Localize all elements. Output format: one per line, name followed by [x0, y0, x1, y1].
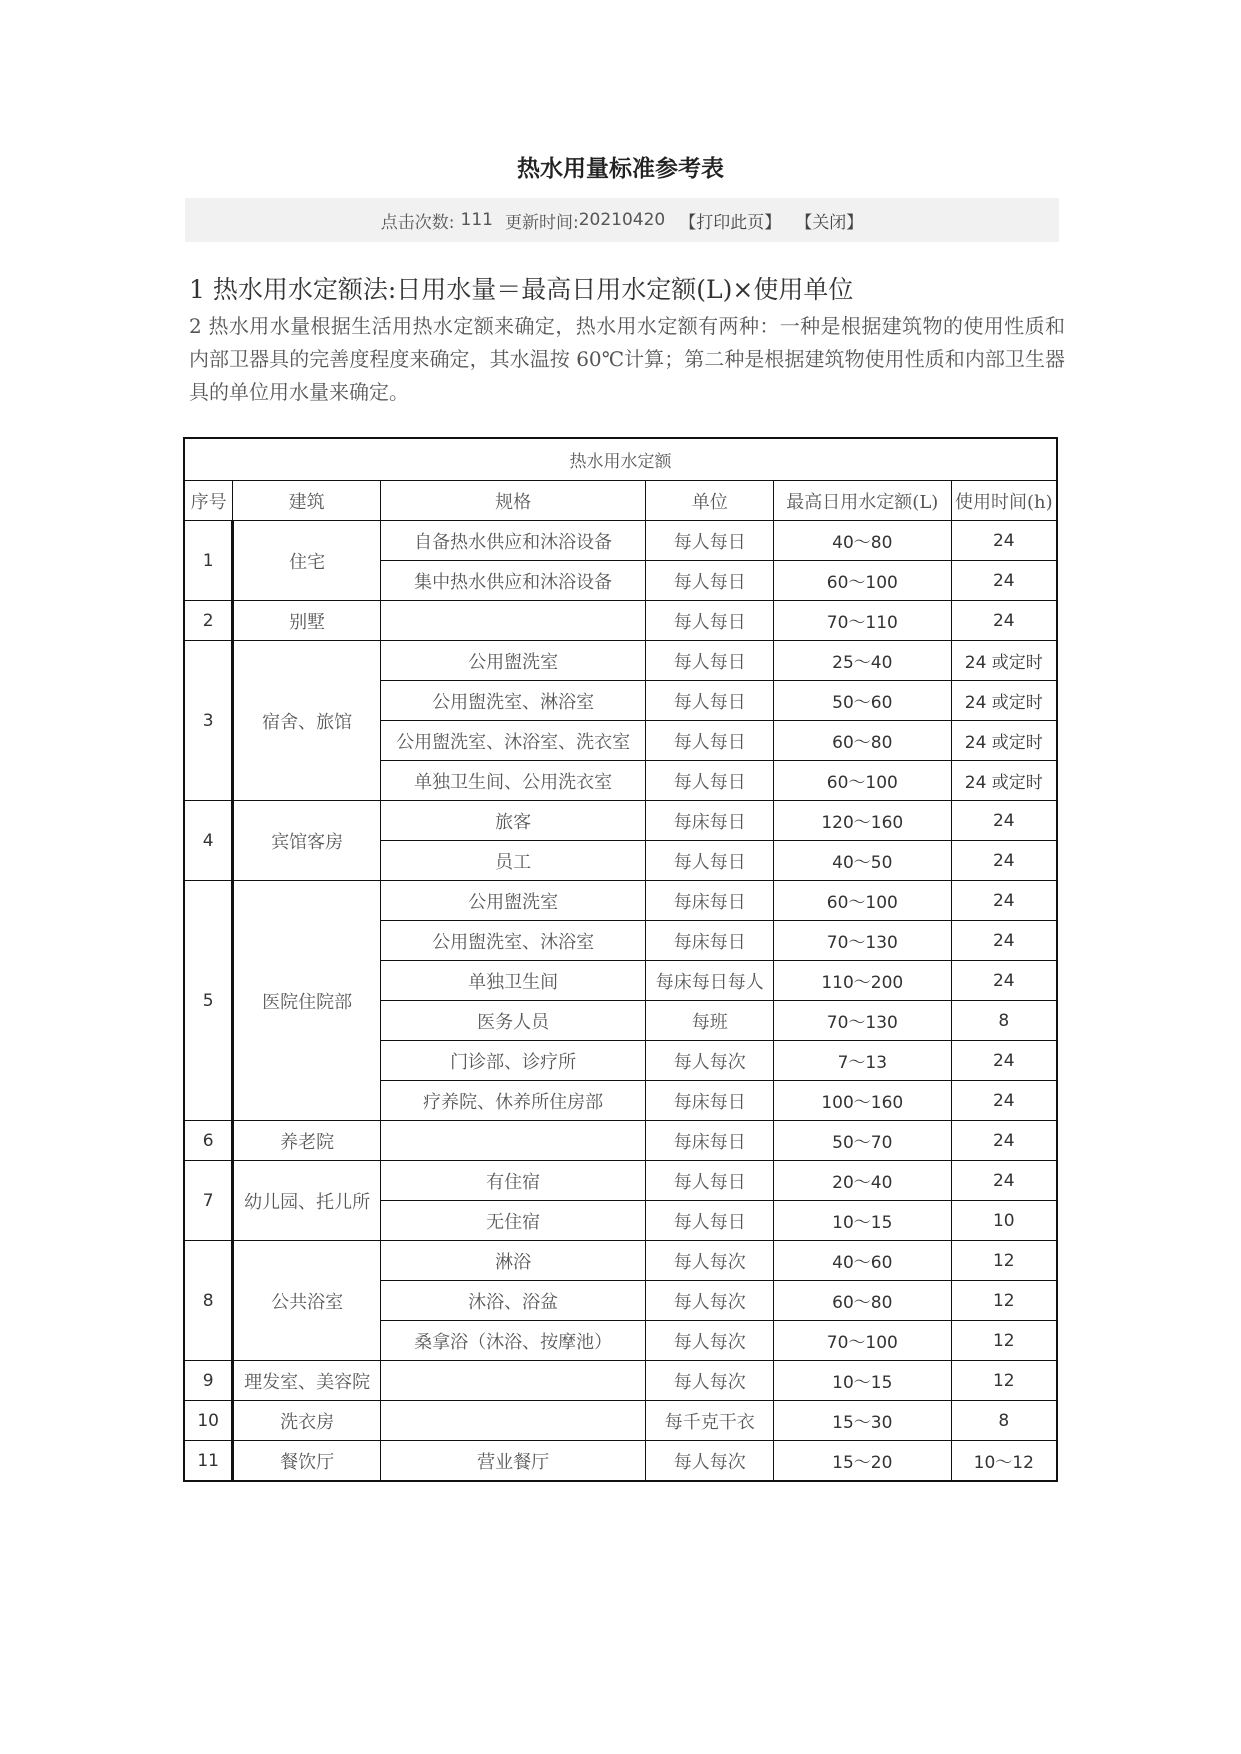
hours-cell: 8 — [951, 1001, 1057, 1041]
unit-cell: 每人每日 — [646, 641, 774, 681]
quota-cell: 40～80 — [774, 521, 952, 561]
updated-label: 更新时间: — [504, 212, 579, 233]
hours-cell: 10 — [951, 1201, 1057, 1241]
spec-cell — [380, 601, 645, 641]
paragraph-formula: 1 热水用水定额法:日用水量＝最高日用水定额(L)×使用单位 — [189, 275, 854, 304]
building-cell: 医院住院部 — [233, 881, 381, 1121]
header-cell: 单位 — [646, 481, 774, 521]
quota-cell: 50～60 — [774, 681, 952, 721]
unit-cell: 每人每次 — [646, 1441, 774, 1482]
table-row — [184, 1241, 1057, 1281]
updated-date: 20210420 — [578, 210, 666, 230]
hours-cell: 24 — [951, 1041, 1057, 1081]
quota-cell: 70～100 — [774, 1321, 952, 1361]
building-cell: 幼儿园、托儿所 — [233, 1161, 381, 1241]
table-row — [184, 1401, 1057, 1441]
building-cell: 住宅 — [233, 521, 381, 601]
spec-cell — [380, 1121, 645, 1161]
table-header-row — [184, 481, 1057, 521]
row-number: 5 — [184, 881, 233, 1121]
hours-cell: 24 — [951, 961, 1057, 1001]
spec-cell: 集中热水供应和沐浴设备 — [380, 561, 645, 601]
building-cell: 别墅 — [233, 601, 381, 641]
paragraph-description: 2 热水用水量根据生活用热水定额来确定，热水用水定额有两种：一种是根据建筑物的使用性质和内部卫器具的完善度程度来确定，其水温按 60℃计算；第二种是根据建筑物使用性质和内部卫生器具的单位用水量来确定。 — [189, 314, 1065, 404]
quota-cell: 70～110 — [774, 601, 952, 641]
row-number: 4 — [184, 801, 233, 881]
quota-cell: 60～100 — [774, 561, 952, 601]
hours-cell: 24 或定时 — [951, 721, 1057, 761]
quota-cell: 110～200 — [774, 961, 952, 1001]
unit-cell: 每人每日 — [646, 521, 774, 561]
hours-cell: 24 — [951, 1081, 1057, 1121]
unit-cell: 每人每日 — [646, 841, 774, 881]
row-number: 2 — [184, 601, 233, 641]
unit-cell: 每人每日 — [646, 681, 774, 721]
building-cell: 养老院 — [233, 1121, 381, 1161]
unit-cell: 每人每次 — [646, 1041, 774, 1081]
quota-cell: 70～130 — [774, 921, 952, 961]
building-cell: 洗衣房 — [233, 1401, 381, 1441]
hours-cell: 24 — [951, 561, 1057, 601]
table-title: 热水用水定额 — [184, 438, 1057, 481]
hours-cell: 24 — [951, 1121, 1057, 1161]
spec-cell: 医务人员 — [380, 1001, 645, 1041]
row-number: 9 — [184, 1361, 233, 1401]
quota-cell: 100～160 — [774, 1081, 952, 1121]
quota-cell: 50～70 — [774, 1121, 952, 1161]
hours-cell: 24 — [951, 841, 1057, 881]
spec-cell: 公用盥洗室 — [380, 881, 645, 921]
hours-cell: 12 — [951, 1321, 1057, 1361]
quota-cell: 60～80 — [774, 1281, 952, 1321]
quota-cell: 15～30 — [774, 1401, 952, 1441]
header-cell: 建筑 — [233, 481, 381, 521]
building-cell: 餐饮厅 — [233, 1441, 381, 1482]
spec-cell: 营业餐厅 — [380, 1441, 645, 1482]
unit-cell: 每床每日 — [646, 921, 774, 961]
hours-cell: 24 — [951, 801, 1057, 841]
header-cell: 最高日用水定额(L) — [774, 481, 952, 521]
quota-cell: 60～100 — [774, 761, 952, 801]
unit-cell: 每人每次 — [646, 1361, 774, 1401]
table-row — [184, 1441, 1057, 1482]
row-number: 11 — [184, 1441, 233, 1482]
row-number: 10 — [184, 1401, 233, 1441]
hours-cell: 24 — [951, 521, 1057, 561]
unit-cell: 每班 — [646, 1001, 774, 1041]
quota-cell: 20～40 — [774, 1161, 952, 1201]
spec-cell: 疗养院、休养所住房部 — [380, 1081, 645, 1121]
hours-cell: 24 — [951, 921, 1057, 961]
meta-bar — [185, 198, 1059, 242]
spec-cell: 公用盥洗室、沐浴室 — [380, 921, 645, 961]
spec-cell: 旅客 — [380, 801, 645, 841]
quota-cell: 70～130 — [774, 1001, 952, 1041]
quota-cell: 120～160 — [774, 801, 952, 841]
quota-cell: 40～50 — [774, 841, 952, 881]
spec-cell: 无住宿 — [380, 1201, 645, 1241]
hours-cell: 8 — [951, 1401, 1057, 1441]
hours-cell: 12 — [951, 1281, 1057, 1321]
table-row — [184, 801, 1057, 841]
quota-cell: 40～60 — [774, 1241, 952, 1281]
unit-cell: 每人每次 — [646, 1321, 774, 1361]
spec-cell: 沐浴、浴盆 — [380, 1281, 645, 1321]
building-cell: 宿舍、旅馆 — [233, 641, 381, 801]
unit-cell: 每人每日 — [646, 561, 774, 601]
unit-cell: 每人每日 — [646, 721, 774, 761]
header-cell: 规格 — [380, 481, 645, 521]
row-number: 3 — [184, 641, 233, 801]
quota-cell: 25～40 — [774, 641, 952, 681]
spec-cell — [380, 1401, 645, 1441]
row-number: 8 — [184, 1241, 233, 1361]
hot-water-quota-table — [183, 437, 1058, 1482]
header-cell: 序号 — [184, 481, 233, 521]
clicks-label: 点击次数: — [380, 212, 455, 233]
unit-cell: 每床每日每人 — [646, 961, 774, 1001]
unit-cell: 每人每日 — [646, 761, 774, 801]
building-cell: 公共浴室 — [233, 1241, 381, 1361]
unit-cell: 每床每日 — [646, 801, 774, 841]
row-number: 7 — [184, 1161, 233, 1241]
unit-cell: 每床每日 — [646, 1081, 774, 1121]
spec-cell: 自备热水供应和沐浴设备 — [380, 521, 645, 561]
spec-cell: 公用盥洗室、淋浴室 — [380, 681, 645, 721]
unit-cell: 每床每日 — [646, 1121, 774, 1161]
hours-cell: 24 或定时 — [951, 641, 1057, 681]
building-cell: 宾馆客房 — [233, 801, 381, 881]
clicks-count: 111 — [460, 210, 493, 230]
quota-cell: 10～15 — [774, 1361, 952, 1401]
spec-cell: 门诊部、诊疗所 — [380, 1041, 645, 1081]
unit-cell: 每人每日 — [646, 1161, 774, 1201]
spec-cell: 公用盥洗室 — [380, 641, 645, 681]
hours-cell: 12 — [951, 1361, 1057, 1401]
table-row — [184, 1161, 1057, 1201]
table-row — [184, 521, 1057, 561]
unit-cell: 每人每日 — [646, 1201, 774, 1241]
close-link[interactable]: 【关闭】 — [795, 212, 864, 233]
quota-cell: 60～100 — [774, 881, 952, 921]
quota-cell: 10～15 — [774, 1201, 952, 1241]
table-title-row — [184, 438, 1057, 481]
row-number: 6 — [184, 1121, 233, 1161]
table-row — [184, 881, 1057, 921]
hours-cell: 24 或定时 — [951, 681, 1057, 721]
table-row — [184, 1361, 1057, 1401]
row-number: 1 — [184, 521, 233, 601]
table-row — [184, 601, 1057, 641]
hours-cell: 24 — [951, 601, 1057, 641]
header-cell: 使用时间(h) — [951, 481, 1057, 521]
spec-cell: 有住宿 — [380, 1161, 645, 1201]
table-row — [184, 641, 1057, 681]
unit-cell: 每千克干衣 — [646, 1401, 774, 1441]
quota-cell: 7～13 — [774, 1041, 952, 1081]
spec-cell: 桑拿浴（沐浴、按摩池） — [380, 1321, 645, 1361]
page-title: 热水用量标准参考表 — [517, 156, 724, 182]
unit-cell: 每人每日 — [646, 601, 774, 641]
hours-cell: 24 — [951, 881, 1057, 921]
table-row — [184, 1121, 1057, 1161]
spec-cell: 淋浴 — [380, 1241, 645, 1281]
building-cell: 理发室、美容院 — [233, 1361, 381, 1401]
quota-cell: 15～20 — [774, 1441, 952, 1482]
unit-cell: 每床每日 — [646, 881, 774, 921]
spec-cell: 员工 — [380, 841, 645, 881]
spec-cell: 公用盥洗室、沐浴室、洗衣室 — [380, 721, 645, 761]
hours-cell: 12 — [951, 1241, 1057, 1281]
print-page-link[interactable]: 【打印此页】 — [679, 212, 782, 233]
unit-cell: 每人每次 — [646, 1241, 774, 1281]
hours-cell: 24 — [951, 1161, 1057, 1201]
spec-cell — [380, 1361, 645, 1401]
hours-cell: 24 或定时 — [951, 761, 1057, 801]
hours-cell: 10～12 — [951, 1441, 1057, 1482]
quota-cell: 60～80 — [774, 721, 952, 761]
unit-cell: 每人每次 — [646, 1281, 774, 1321]
spec-cell: 单独卫生间 — [380, 961, 645, 1001]
spec-cell: 单独卫生间、公用洗衣室 — [380, 761, 645, 801]
